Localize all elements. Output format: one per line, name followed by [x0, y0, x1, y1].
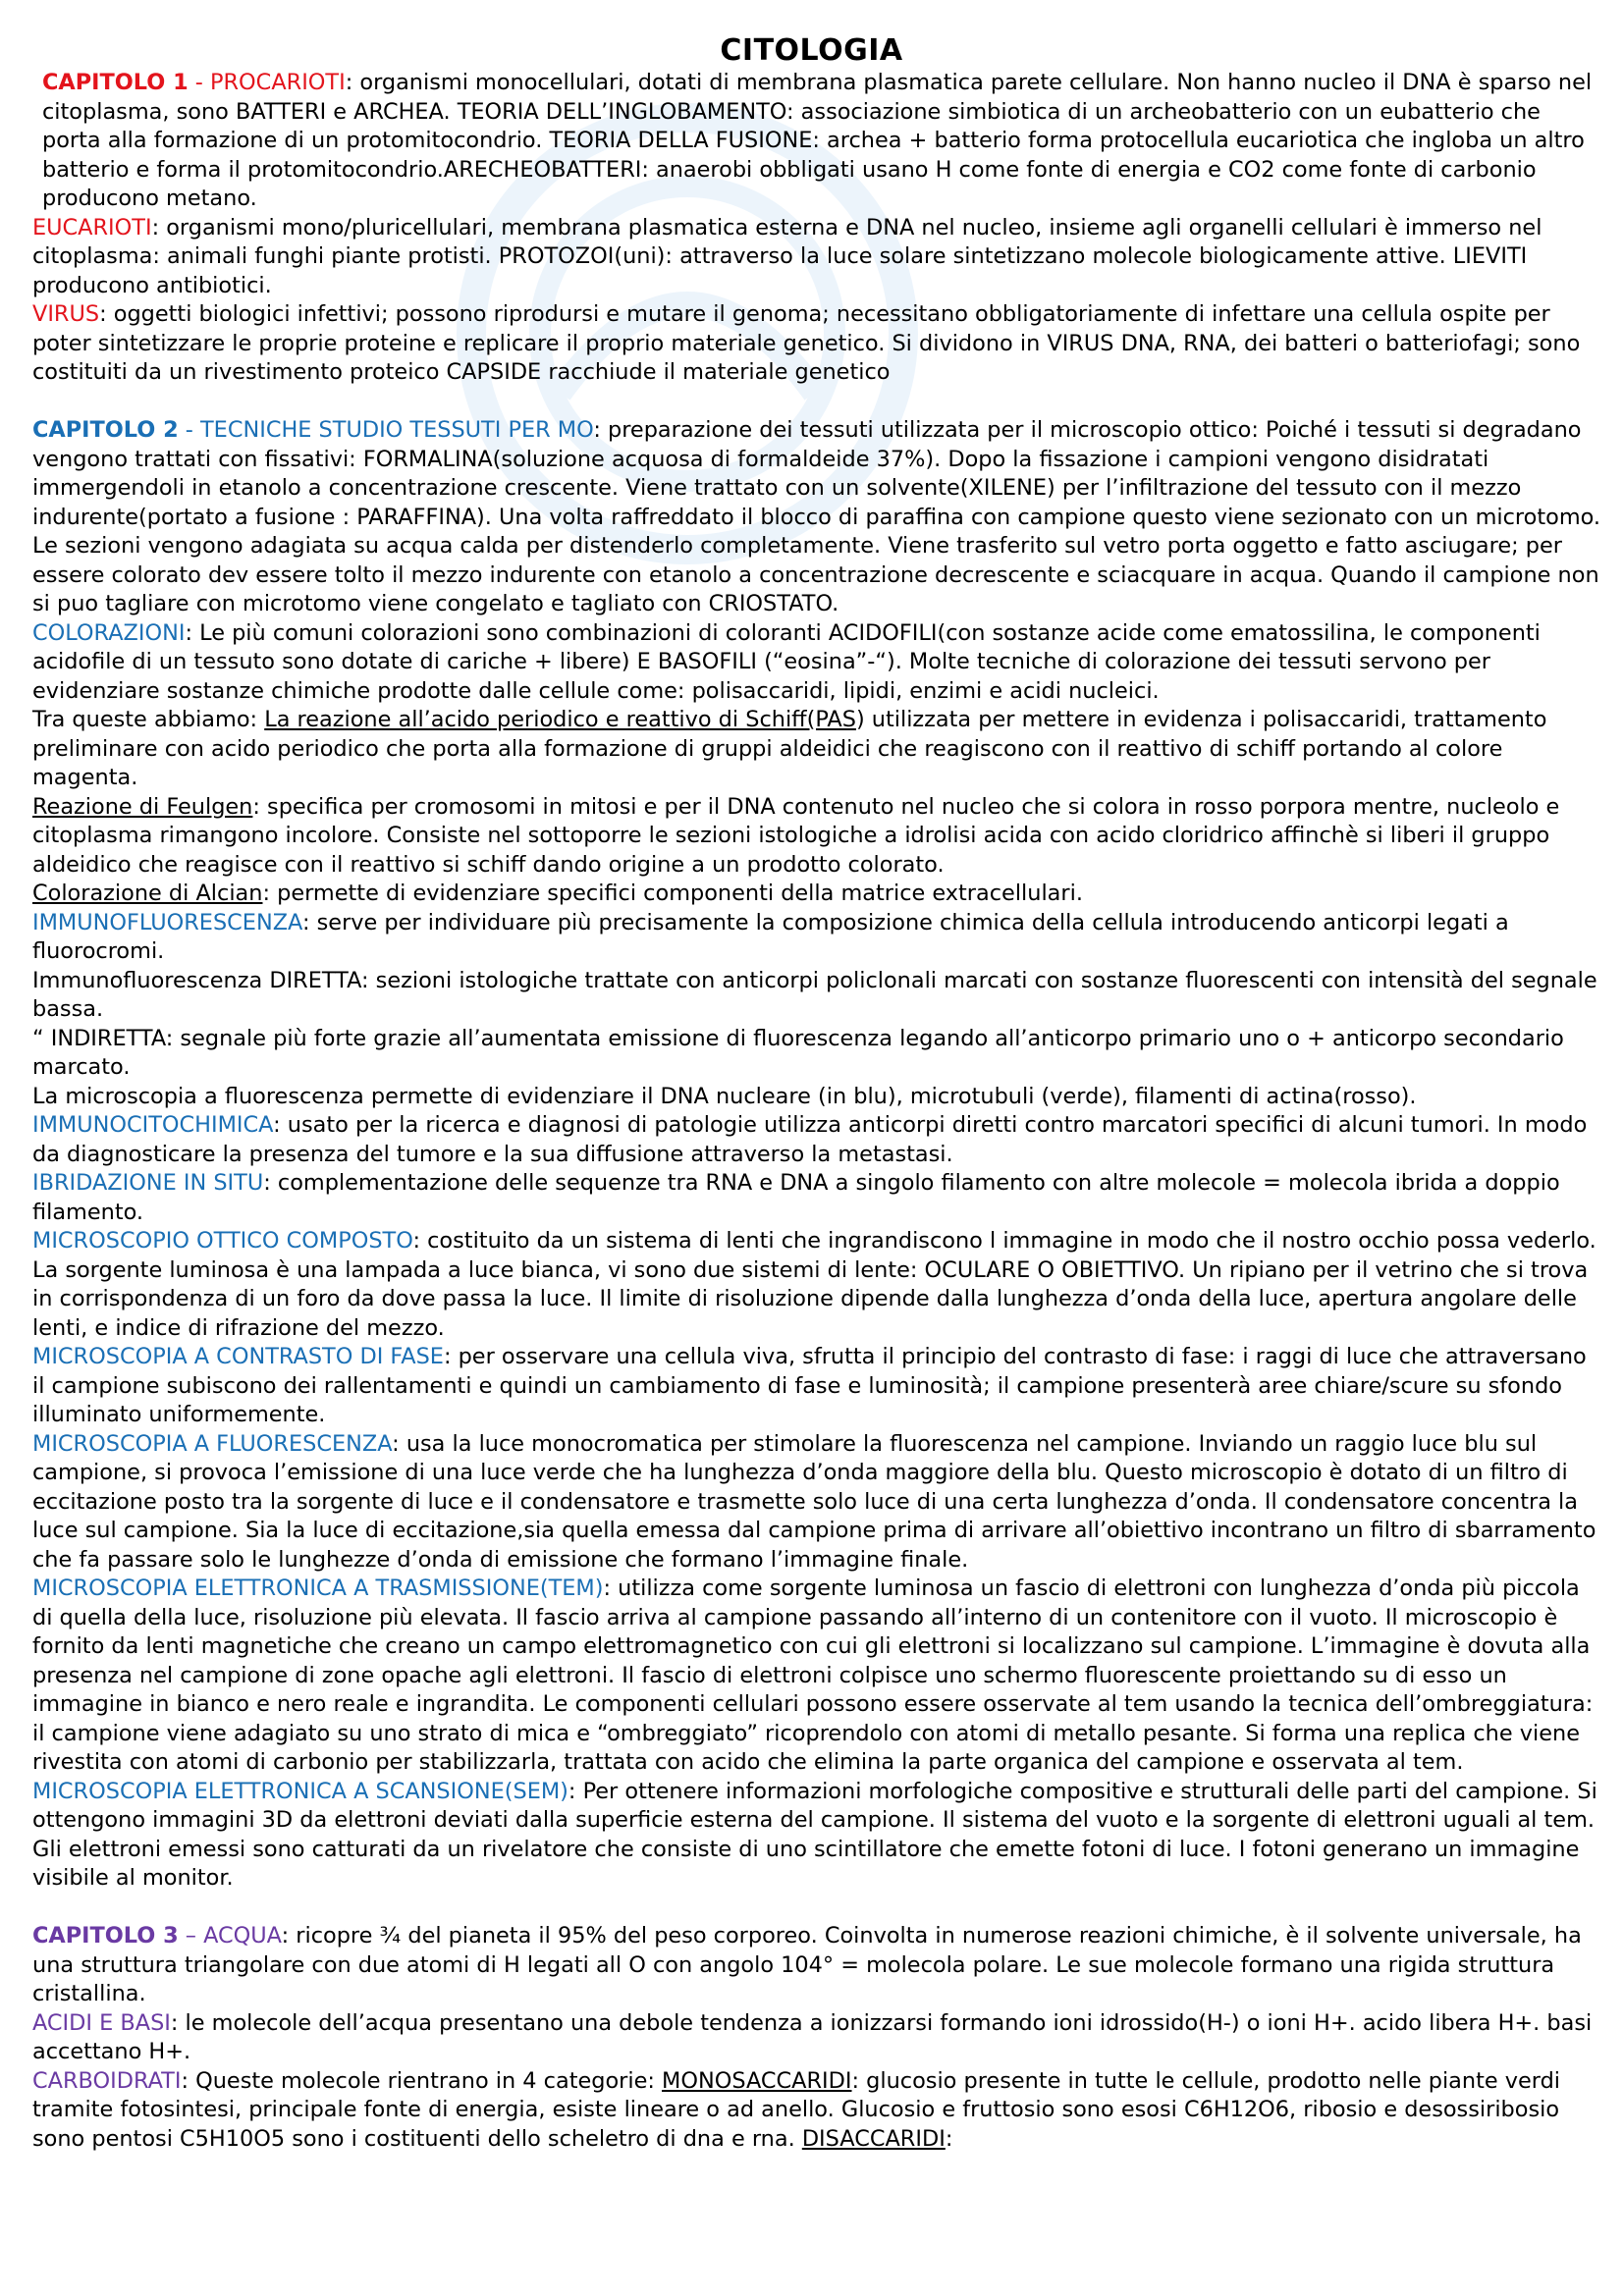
acidi-basi-label: ACIDI E BASI — [32, 2009, 171, 2036]
section-gap — [32, 388, 1603, 417]
carboidrati-text: : Queste molecole rientrano in 4 categorie: — [181, 2067, 663, 2094]
fluorescenza-label: MICROSCOPIA A FLUORESCENZA — [32, 1430, 393, 1457]
virus-text: : oggetti biologici infettivi; possono riprodursi e mutare il genoma; necessitano obbligatoriamente di infettare una cellula ospite per poter sintetizzare le proprie proteine e replicare il proprio materiale genetico. Si dividono in VIRUS DNA, RNA, dei batteri o batteriofagi; sono costituiti da un rivestimento proteico CAPSIDE racchiude il materiale genetico — [32, 301, 1581, 385]
paragraph-colorazioni — [32, 619, 1603, 707]
paragraph-tecniche — [32, 416, 1603, 619]
paragraph-ibridazione — [32, 1169, 1603, 1227]
immunofluorescenza-text: : serve per individuare più precisamente la composizione chimica della cellula introducendo anticorpi legati a fluorocromi. — [32, 909, 1509, 964]
contrasto-fase-text: : per osservare una cellula viva, sfrutta il principio del contrasto di fase: i raggi di luce che attraversano il campione subiscono dei rallentamenti e quindi un cambiamento di fase e luminosità; il campione presenterà aree chiare/scure su sfondo illuminato uniformemente. — [32, 1344, 1587, 1427]
paragraph-fluorescenza — [32, 1430, 1603, 1575]
paragraph-if-diretta: Immunofluorescenza DIRETTA: sezioni istologiche trattate con anticorpi policlonali marcati con sostanze fluorescenti con intensità del segnale bassa. — [32, 967, 1597, 1022]
paragraph-feulgen — [32, 793, 1603, 881]
contrasto-fase-label: MICROSCOPIA A CONTRASTO DI FASE — [32, 1344, 444, 1369]
paragraph-carboidrati — [32, 2067, 1603, 2155]
paragraph-moc — [32, 1227, 1603, 1343]
ibridazione-text: : complementazione delle sequenze tra RNA e DNA a singolo filamento con altre molecole = molecola ibrida a doppio filamento. — [32, 1170, 1560, 1225]
feulgen-text: : specifica per cromosomi in mitosi e per il DNA contenuto nel nucleo che si colora in rosso porpora mentre, nucleolo e citoplasma rimangono incolore. Consiste nel sottoporre le sezioni istologiche a idrolisi acida con acido cloridrico affinchè si liberi il gruppo aldeidico che reagisce con il reattivo si schiff dando origine a un prodotto colorato. — [32, 793, 1560, 878]
paragraph-eucarioti — [32, 214, 1603, 301]
immunocitochimica-text: : usato per la ricerca e diagnosi di patologie utilizza anticorpi diretti contro marcatori specifici di alcuni tumori. In modo da diagnosticare la presenza del tumore e la sua diffusione attraverso la metastasi. — [32, 1112, 1588, 1167]
document-body — [32, 69, 1603, 2154]
feulgen-label: Reazione di Feulgen — [32, 793, 253, 820]
section-gap — [32, 1894, 1603, 1923]
paragraph-tem — [32, 1575, 1603, 1778]
pas-label: La reazione all’acido periodico e reattivo di Schiff(PAS — [264, 707, 856, 732]
chapter-1-heading: - PROCARIOTI — [188, 70, 346, 95]
page-title: CITOLOGIA — [720, 33, 903, 68]
colorazioni-label: COLORAZIONI — [32, 619, 186, 646]
tecniche-text: : preparazione dei tessuti utilizzata per il microscopio ottico: Poiché i tessuti si degradano vengono trattati con fissativi: FORMALINA(soluzione acquosa di formaldeide 37%). Dopo la fissazione i campioni vengono disidratati immergendoli in etanolo a concentrazione crescente. Viene trattato con un solvente(XILENE) per l’infiltrazione del tessuto con il mezzo indurente(portato a fusione : PARAFFINA). Una volta raffreddato il blocco di paraffina con campione questo viene sezionato con un microtomo. Le sezioni vengono adagiata su acqua calda per distenderlo completamente. Viene trasferito sul vetro porta oggetto e fatto asciugare; per essere colorato dev essere tolto il mezzo indurente con etanolo a concentrazione decrescente e sciacquare in acqua. Quando il campione non si puo tagliare con microtomo viene congelato e tagliato con CRIOSTATO. — [32, 417, 1601, 616]
alcian-label: Colorazione di Alcian — [32, 881, 263, 906]
colorazioni-text: : Le più comuni colorazioni sono combinazioni di coloranti ACIDOFILI(con sostanze acide come ematossilina, le componenti acidofile di un tessuto sono dotate di cariche + libere) E BASOFILI (“eosina”-“). Molte tecniche di colorazione dei tessuti servono per evidenziare sostanze chimiche prodotte dalle cellule come: polisaccaridi, lipidi, enzimi e acidi nucleici. — [32, 619, 1541, 704]
moc-text: : costituito da un sistema di lenti che ingrandiscono l immagine in modo che il nostro occhio possa vederlo. La sorgente luminosa è una lampada a luce bianca, vi sono due sistemi di lente: OCULARE O OBIETTIVO. Un ripiano per il vetrino che si trova in corrispondenza di un foro da dove passa la luce. Il limite di risoluzione dipende dalla lunghezza d’onda della luce, apertura angolare delle lenti, e indice di rifrazione del mezzo. — [32, 1228, 1596, 1341]
eucarioti-text: : organismi mono/pluricellulari, membrana plasmatica esterna e DNA nel nucleo, insieme agli organelli cellulari è immerso nel citoplasma: animali funghi piante protisti. PROTOZOI(uni): attraverso la luce solare sintetizzano molecole biologicamente attive. LIEVITI producono antibiotici. — [32, 214, 1542, 298]
paragraph-immunocitochimica — [32, 1111, 1603, 1169]
immunocitochimica-label: IMMUNOCITOCHIMICA — [32, 1112, 274, 1138]
tem-label: MICROSCOPIA ELETTRONICA A TRASMISSIONE(TEM) — [32, 1575, 604, 1601]
immunofluorescenza-label: IMMUNOFLUORESCENZA — [32, 909, 302, 935]
monosaccaridi-label: MONOSACCARIDI — [662, 2067, 852, 2094]
paragraph-sem — [32, 1778, 1603, 1894]
disaccaridi-label: DISACCARIDI — [801, 2125, 946, 2152]
eucarioti-label: EUCARIOTI — [32, 214, 152, 240]
paragraph-alcian — [32, 880, 1603, 909]
ibridazione-label: IBRIDAZIONE IN SITU — [32, 1170, 264, 1196]
virus-label: VIRUS — [32, 301, 100, 327]
paragraph-acqua — [32, 1922, 1603, 2009]
sem-label: MICROSCOPIA ELETTRONICA A SCANSIONE(SEM) — [32, 1778, 568, 1804]
disaccaridi-text: : — [945, 2125, 953, 2152]
paragraph-procarioti — [32, 69, 1603, 214]
acqua-text: : ricopre ¾ del pianeta il 95% del peso corporeo. Coinvolta in numerose reazioni chimiche, è il solvente universale, ha una struttura triangolare con due atomi di H legati all O con angolo 104° = molecola polare. Le sue molecole formano una rigida struttura cristallina. — [32, 1923, 1582, 2006]
paragraph-pas — [32, 706, 1603, 793]
paragraph-virus — [32, 300, 1603, 388]
fluorescenza-text: : usa la luce monocromatica per stimolare la fluorescenza nel campione. Inviando un raggio luce blu sul campione, si provoca l’emissione di una luce verde che ha lunghezza d’onda maggiore della blu. Questo microscopio è dotato di un filtro di eccitazione posto tra la sorgente di luce e il condensatore e trasmette solo luce di una certa lunghezza d’onda. Il condensatore concentra la luce sul campione. Sia la luce di eccitazione,sia quella emessa dal campione prima di arrivare all’obiettivo incontrano un filtro di sbarramento che fa passare solo le lunghezze d’onda di emissione che formano l’immagine finale. — [32, 1430, 1596, 1573]
paragraph-mf-dna: La microscopia a fluorescenza permette di evidenziare il DNA nucleare (in blu), microtubuli (verde), filamenti di actina(rosso). — [32, 1083, 1417, 1109]
tra-queste-text: Tra queste abbiamo: — [32, 707, 265, 732]
chapter-2-heading: - TECNICHE STUDIO TESSUTI PER MO — [178, 417, 594, 443]
pas-text: ) utilizzata per mettere in evidenza i polisaccaridi, trattamento preliminare con acido periodico che porta alla formazione di gruppi aldeidici che reagiscono con il reattivo di schiff portando al colore magenta. — [32, 707, 1547, 790]
paragraph-immunofluorescenza — [32, 909, 1603, 967]
paragraph-if-indiretta: “ INDIRETTA: segnale più forte grazie all’aumentata emissione di fluorescenza legando all’anticorpo primario uno o + anticorpo secondario marcato. — [32, 1025, 1564, 1080]
chapter-1-label: CAPITOLO 1 — [42, 70, 189, 95]
acidi-basi-text: : le molecole dell’acqua presentano una debole tendenza a ionizzarsi formando ioni idrossido(H-) o ioni H+. acido libera H+. basi accettano H+. — [32, 2009, 1593, 2064]
paragraph-contrasto-fase — [32, 1343, 1603, 1430]
chapter-2-label: CAPITOLO 2 — [32, 417, 179, 443]
procarioti-text: : organismi monocellulari, dotati di membrana plasmatica parete cellulare. Non hanno nucleo il DNA è sparso nel citoplasma, sono BATTERI e ARCHEA. TEORIA DELL’INGLOBAMENTO: associazione simbiotica di un archeobatterio con un eubatterio che porta alla formazione di un protomitocondrio. TEORIA DELLA FUSIONE: archea + batterio forma protocellula eucariotica che ingloba un altro batterio e forma il protomitocondrio.ARECHEOBATTERI: anaerobi obbligati usano H come fonte di energia e CO2 come fonte di carbonio producono metano. — [42, 70, 1593, 211]
paragraph-acidi-basi — [32, 2009, 1603, 2067]
chapter-3-label: CAPITOLO 3 — [32, 1923, 179, 1949]
tem-text: : utilizza come sorgente luminosa un fascio di elettroni con lunghezza d’onda più piccola di quella della luce, risoluzione più elevata. Il fascio arriva al campione passando all’interno di un contenitore con il vuoto. Il microscopio è fornito da lenti magnetiche che creano un campo elettromagnetico con cui gli elettroni si localizzano sul campione. L’immagine è dovuta alla presenza nel campione di zone opache agli elettroni. Il fascio di elettroni colpisce uno schermo fluorescente proiettando su di esso un immagine in bianco e nero reale e ingrandita. Le componenti cellulari possono essere osservate al tem usando la tecnica dell’ombreggiatura: il campione viene adagiato su uno strato di mica e “ombreggiato” ricoprendolo con atomi di metallo pesante. Si forma una replica che viene rivestita con atomi di carbonio per stabilizzarla, trattata con acido che elimina la parte organica del campione e osservata al tem. — [32, 1575, 1594, 1775]
monosaccaridi-text: : glucosio presente in tutte le cellule, prodotto nelle piante verdi tramite fotosintesi, principale fonte di energia, esiste lineare o ad anello. Glucosio e fruttosio sono esosi C6H12O6, ribosio e desossiribosio sono pentosi C5H10O5 sono i costituenti dello scheletro di dna e rna. — [32, 2067, 1561, 2152]
moc-label: MICROSCOPIO OTTICO COMPOSTO — [32, 1228, 413, 1254]
alcian-text: : permette di evidenziare specifici componenti della matrice extracellulari. — [262, 881, 1083, 906]
chapter-3-heading: – ACQUA — [178, 1923, 282, 1949]
sem-text: : Per ottenere informazioni morfologiche compositive e strutturali delle parti del campione. Si ottengono immagini 3D da elettroni deviati dalla superficie esterna del campione. Il sistema del vuoto e la sorgente di elettroni uguali al tem. Gli elettroni emessi sono catturati da un rivelatore che consiste di uno scintillatore che emette fotoni di luce. I fotoni generano un immagine visibile al monitor. — [32, 1778, 1597, 1891]
carboidrati-label: CARBOIDRATI — [32, 2067, 182, 2094]
